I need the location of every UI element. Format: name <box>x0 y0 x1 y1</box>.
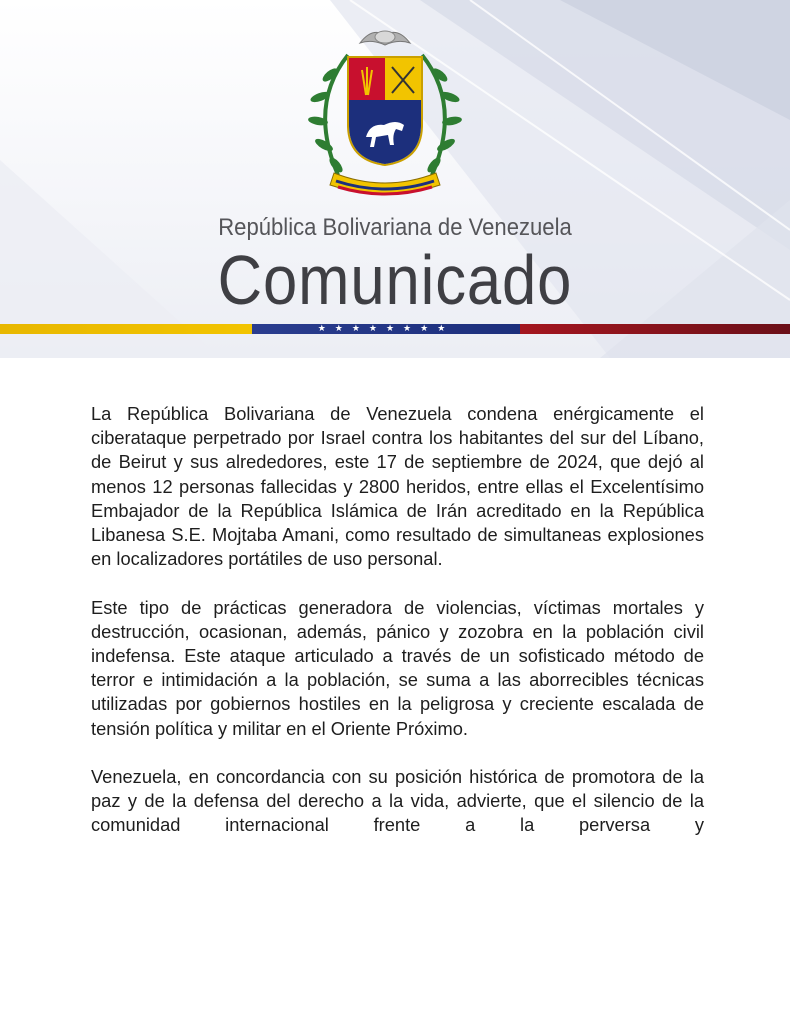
paragraph: Este tipo de prácticas generadora de violencias, víctimas mortales y destrucción, ocasionan, además, pánico y zozobra en la población civil indefensa. Este ataque articulado a través de un sofisticado método de terror e intimidación a la población, se suma a las aborrecibles técnicas utilizadas por gobiernos hostiles en la peligrosa y creciente escalada de tensión política y militar en el Oriente Próximo. <box>91 596 704 739</box>
coat-of-arms-icon <box>300 25 470 200</box>
letterhead-subtitle: República Bolivariana de Venezuela <box>218 214 572 241</box>
flag-stripe-red <box>520 324 790 334</box>
paragraph: La República Bolivariana de Venezuela condena enérgicamente el ciberataque perpetrado por Israel contra los habitantes del sur del Líbano, de Beirut y sus alrededores, este 17 de septiembre de 2024, que dejó al menos 12 personas fallecidas y 2800 heridos, entre ellas el Excelentísimo Embajador de la República Islámica de Irán acreditado en la República Libanesa S.E. Mojtaba Amani, como resultado de simultaneas explosiones en localizadores portátiles de uso personal. <box>91 403 704 570</box>
paragraph: Venezuela, en concordancia con su posición histórica de promotora de la paz y de la defensa del derecho a la vida, advierte, que el silencio de la comunidad internacional frente a la perversa y <box>91 766 704 836</box>
flag-stripe-yellow <box>0 324 252 334</box>
page-title: Comunicado <box>217 241 573 319</box>
stars-icon: ★★★★★★★★ <box>317 324 455 334</box>
letterhead-header <box>0 0 790 358</box>
communique-body <box>91 402 704 862</box>
